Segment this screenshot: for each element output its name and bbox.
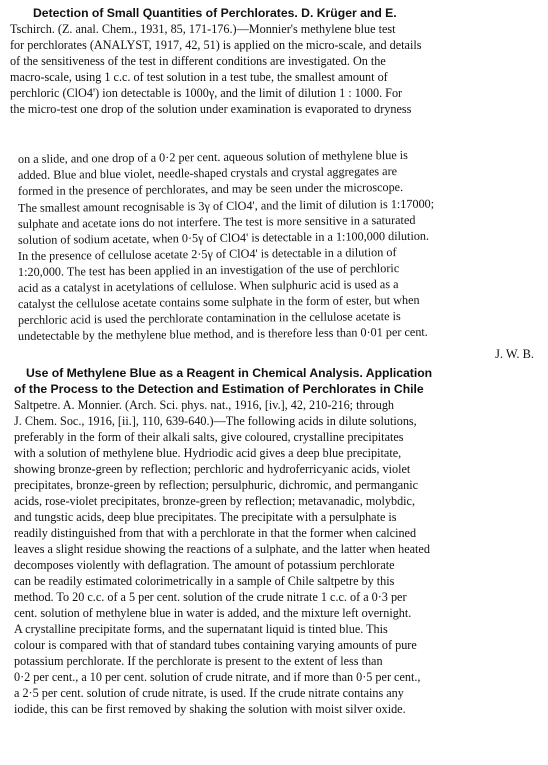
article-1-line: In the presence of cellulose acetate 2·5γ of ClO4' is detectable in a dilution of — [17, 245, 397, 263]
article-1-line: added. Blue and blue violet, needle-shaped crystals and crystal aggregates are — [17, 164, 398, 182]
article-2-line: a 2·5 per cent. solution of crude nitrate, is used. If the crude nitrate contains any — [14, 686, 404, 700]
article-1-line: solution of sodium acetate, when 0·5γ of ClO4' is detectable in a 1:100,000 dilution. — [17, 228, 430, 247]
article-1-signature: J. W. B. — [495, 347, 534, 361]
article-1-line: for perchlorates (ANALYST, 1917, 42, 51) is applied on the micro-scale, and details — [10, 38, 422, 52]
article-2-line: and tungstic acids, deep blue precipitates. The precipitate with a persulphate is — [14, 510, 397, 524]
article-2-line: with a solution of methylene blue. Hydriodic acid gives a deep blue precipitate, — [14, 446, 402, 460]
article-2-line: iodide, this can be first removed by shaking the solution with moist silver oxide. — [14, 702, 406, 716]
article-2-line: precipitates, bronze-green by reflection; persulphuric, dichromic, and permanganic — [14, 478, 419, 492]
article-2-line: A crystalline precipitate forms, and the supernatant liquid is tinted blue. This — [14, 622, 388, 636]
article-1-line: perchloric acid is used the perchlorate contamination in the cellulose acetate is — [17, 308, 401, 327]
article-2-line: potassium perchlorate. If the perchlorate is present to the extent of less than — [14, 654, 383, 668]
article-1-line: the micro-test one drop of the solution under examination is evaporated to dryness — [10, 102, 412, 116]
article-1-line: acid as a catalyst in acetylations of cellulose. When sulphuric acid is used as a — [17, 277, 399, 295]
article-2-line: acids, rose-violet precipitates, bronze-green by reflection; metavanadic, molybdic, — [14, 494, 416, 508]
article-2-line: 0·2 per cent., a 10 per cent. solution of crude nitrate, and if more than 0·5 per cent., — [14, 670, 421, 684]
article-2-title-line: Use of Methylene Blue as a Reagent in Chemical Analysis. Application — [26, 366, 433, 380]
article-2-line: cent. solution of methylene blue in water is added, and the mixture left overnight. — [14, 606, 412, 620]
article-1-line: catalyst the cellulose acetate contains some sulphate in the form of ester, but when — [17, 292, 420, 311]
article-2-title-line: of the Process to the Detection and Estimation of Perchlorates in Chile — [14, 382, 424, 396]
article-1-line: formed in the presence of perchlorates, and may be seen under the microscope. — [17, 179, 404, 198]
article-2-line: colour is compared with that of standard tubes containing varying amounts of pure — [14, 638, 417, 652]
article-2-line: preferably in the form of their alkali salts, give coloured, crystalline precipitates — [14, 430, 404, 444]
article-1-line: undetectable by the methylene blue method, and is therefore less than 0·01 per cent. — [17, 324, 428, 343]
article-1-line: of the sensitiveness of the test in different conditions are investigated. On the — [10, 54, 386, 68]
article-2-line: J. Chem. Soc., 1916, [ii.], 110, 639-640.)—The following acids in dilute solutions, — [14, 414, 417, 428]
article-1-line: The smallest amount recognisable is 3γ of ClO4', and the limit of dilution is 1:17000; — [17, 196, 435, 215]
article-2-line: method. To 20 c.c. of a 5 per cent. solution of the crude nitrate 1 c.c. of a 0·3 per — [14, 590, 407, 604]
article-2-line: leaves a slight residue showing the reactions of a sulphate, and the latter when heated — [14, 542, 430, 556]
article-2-line: Saltpetre. A. Monnier. (Arch. Sci. phys. nat., 1916, [iv.], 42, 210-216; through — [14, 398, 395, 412]
article-1-title-line: Detection of Small Quantities of Perchlorates. D. Krüger and E. — [33, 6, 397, 20]
article-1-line: macro-scale, using 1 c.c. of test solution in a test tube, the smallest amount of — [10, 70, 388, 84]
article-2-line: readily distinguished from that with a perchlorate in that the former when calcined — [14, 526, 417, 540]
article-1-line: on a slide, and one drop of a 0·2 per cent. aqueous solution of methylene blue is — [17, 147, 408, 166]
article-1-line: perchloric (ClO4') ion detectable is 1000γ, and the limit of dilution 1 : 1000. For — [10, 86, 403, 100]
article-1-line: Tschirch. (Z. anal. Chem., 1931, 85, 171-176.)—Monnier's methylene blue test — [10, 22, 396, 36]
article-1-line: sulphate and acetate ions do not interfere. The test is more sensitive in a saturated — [17, 212, 416, 231]
article-2-line: can be readily estimated colorimetrically in a sample of Chile saltpetre by this — [14, 574, 395, 588]
article-2-line: showing bronze-green by reflection; perchloric and hydroferricyanic acids, violet — [14, 462, 411, 476]
article-1-line: 1:20,000. The test has been applied in an investigation of the use of perchloric — [17, 261, 400, 279]
article-2-line: decomposes violently with deflagration. The amount of potassium perchlorate — [14, 558, 395, 572]
